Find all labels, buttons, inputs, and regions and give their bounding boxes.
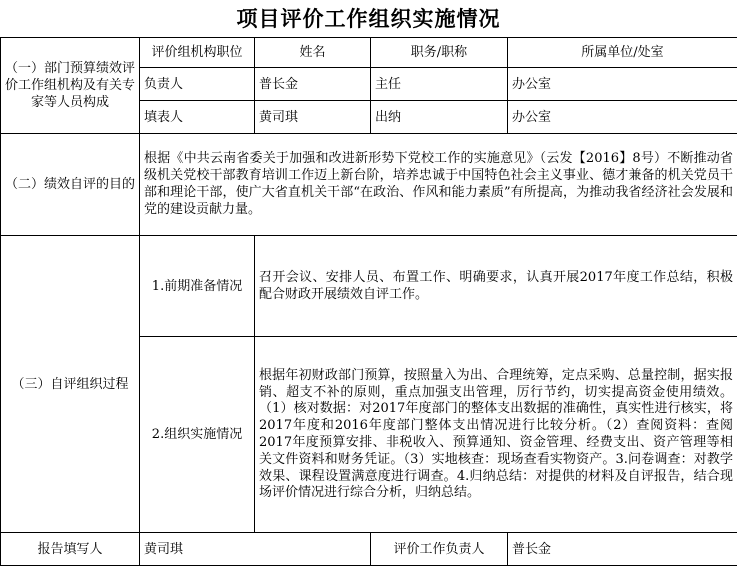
- table-row: [1, 38, 737, 68]
- section3-label: （三）自评组织过程: [1, 236, 140, 533]
- evaluator-label: 评价工作负责人: [371, 533, 508, 566]
- evaluator-name: 普长金: [508, 533, 737, 566]
- table-cell: 办公室: [508, 101, 737, 134]
- table-cell: 办公室: [508, 68, 737, 101]
- table-cell: 主任: [371, 68, 508, 101]
- evaluation-table: [0, 37, 737, 566]
- table-row: [1, 533, 737, 566]
- table-row: [1, 134, 737, 236]
- table-cell: 普长金: [255, 68, 371, 101]
- page-title: 项目评价工作组织实施情况: [0, 0, 737, 38]
- reporter-name: 黄司琪: [140, 533, 371, 566]
- section3-item-content: 根据年初财政部门预算，按照量入为出、合理统筹，定点采购、总量控制，据实报销、超支不补的原则，重点加强支出管理，厉行节约，切实提高资金使用绩效。（1）核对数据：对2017年度部门的整体支出数据的准确性，真实性进行核实，将2017年度和2016年度部门整体支出情况进行比较分析。（2）查阅资料：查阅2017年度预算安排、非税收入、预算通知、资金管理、经费支出、资产管理等相关文件资料和财务凭证。（3）实地核查：现场查看实物资产。3.问卷调查：对教学效果、课程设置满意度进行调查。4.归纳总结：对提供的材料及自评报告，结合现场评价情况进行综合分析，归纳总结。: [255, 337, 737, 533]
- header-cell: 所属单位/处室: [508, 38, 737, 68]
- table-row: [1, 236, 737, 337]
- section2-content: 根据《中共云南省委关于加强和改进新形势下党校工作的实施意见》（云发【2016】8号）不断推动省级机关党校干部教育培训工作迈上新台阶，培养忠诚于中国特色社会主义事业、德才兼备的机关党员干部和理论干部，使广大省直机关干部“在政治、作风和能力素质”有所提高，为推动我省经济社会发展和党的建设贡献力量。: [140, 134, 737, 236]
- table-cell: 填表人: [140, 101, 255, 134]
- header-cell: 职务/职称: [371, 38, 508, 68]
- section2-label: （二）绩效自评的目的: [1, 134, 140, 236]
- reporter-label: 报告填写人: [1, 533, 140, 566]
- section3-item-content: 召开会议、安排人员、布置工作、明确要求，认真开展2017年度工作总结，积极配合财政开展绩效自评工作。: [255, 236, 737, 337]
- section3-item-label: 1.前期准备情况: [140, 236, 255, 337]
- header-cell: 姓名: [255, 38, 371, 68]
- section3-item-label: 2.组织实施情况: [140, 337, 255, 533]
- table-cell: 负责人: [140, 68, 255, 101]
- table-cell: 黄司琪: [255, 101, 371, 134]
- table-cell: 出纳: [371, 101, 508, 134]
- header-cell: 评价组机构职位: [140, 38, 255, 68]
- section1-label: （一）部门预算绩效评价工作组机构及有关专家等人员构成: [1, 38, 140, 134]
